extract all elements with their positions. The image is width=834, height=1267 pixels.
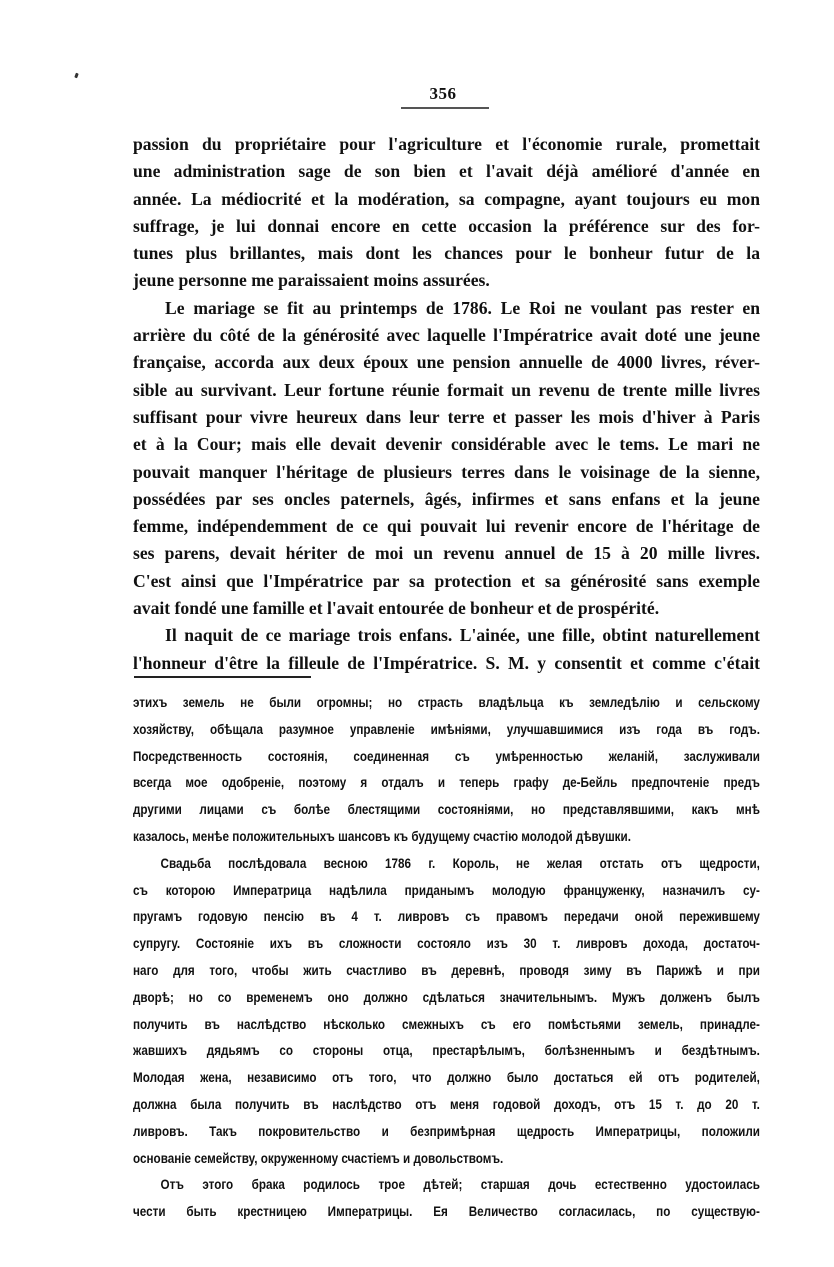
text-line: C'est ainsi que l'Impératrice par sa protection et sa générosité sans exemple <box>133 570 760 591</box>
footnote-line: основаніе семейству, окруженному счастіемъ и довольствомъ. <box>133 1150 504 1166</box>
footnote-line: Молодая жена, независимо отъ того, что должно было достаться ей отъ родителей, <box>133 1070 760 1086</box>
footnote-line: чести быть крестницею Императрицы. Ея Величество согласилась, по существую- <box>133 1204 760 1220</box>
footnote-line: жавшихъ дядьямъ со стороны отца, престарѣлымъ, болѣзненнымъ и бездѣтнымъ. <box>133 1043 760 1059</box>
text-line: passion du propriétaire pour l'agriculture et l'économie rurale, promettait <box>133 134 760 154</box>
main-text-french <box>133 131 760 677</box>
footnote-paragraph-2 <box>133 851 760 1173</box>
text-line: une administration sage de son bien et l'avait déjà amélioré d'année en <box>133 161 760 182</box>
footnote-line: Свадьба послѣдовала весною 1786 г. Король, не желая отстать отъ щедрости, <box>160 855 760 871</box>
text-line: avait fondé une famille et l'avait entourée de bonheur et de prospérité. <box>133 598 660 619</box>
footnote-line: всегда мое одобреніе, поэтому я отдалъ и теперь графу де-Бейль предпочтеніе предъ <box>133 775 760 791</box>
text-line: l'honneur d'être la filleule de l'Impératrice. S. M. y consentit et comme c'était <box>133 652 760 673</box>
text-line: suffisant pour vivre heureux dans leur terre et passer les mois d'hiver à Paris <box>133 406 760 427</box>
footnote-line: казалось, менѣе положительныхъ шансовъ къ будущему счастію молодой дѣвушки. <box>133 828 631 844</box>
footnote-line: наго для того, чтобы жить счастливо въ деревнѣ, проводя зиму въ Парижѣ и при <box>133 962 760 978</box>
footnote-line: супругу. Состояніе ихъ въ сложности состояло изъ 30 т. ливровъ дохода, достаточ- <box>133 936 760 952</box>
footnote-line: другими лицами съ болѣе блестящими состояніями, но представлявшими, какъ мнѣ <box>133 802 760 818</box>
text-line: Il naquit de ce mariage trois enfans. L'ainée, une fille, obtint naturellement <box>165 625 760 646</box>
footnote-text-russian <box>133 690 760 1226</box>
footnote-line: Отъ этого брака родилось трое дѣтей; старшая дочь естественно удостоилась <box>160 1177 760 1193</box>
text-line: tunes plus brillantes, mais dont les chances pour le bonheur futur de la <box>133 243 760 264</box>
footnote-line: дворѣ; но со временемъ оно должно сдѣлаться значительнымъ. Мужъ долженъ былъ <box>133 989 760 1005</box>
page-number: 356 <box>429 84 457 103</box>
footnote-paragraph-1 <box>133 690 760 851</box>
text-line: et à la Cour; mais elle devait devenir considérable avec le tems. Le mari ne <box>133 434 760 455</box>
footnote-separator-rule <box>134 676 311 678</box>
text-line: arrière du côté de la générosité avec laquelle l'Impératrice avait doté une jeune <box>133 325 760 346</box>
text-line: possédées par ses oncles paternels, âgés, infirmes et sans enfans et la jeune <box>133 488 760 509</box>
footnote-line: ливровъ. Такъ покровительство и безпримѣрная щедрость Императрицы, положили <box>133 1123 760 1139</box>
footnote-line: получить въ наслѣдство нѣсколько смежныхъ съ его помѣстьями земель, принадле- <box>133 1016 760 1032</box>
text-line: sible au survivant. Leur fortune réunie formait un revenu de trente mille livres <box>133 379 760 400</box>
scan-speck <box>74 73 79 79</box>
text-line: femme, indépendemment de ce qui pouvait lui revenir encore de l'héritage de <box>133 516 760 537</box>
footnote-line: съ которою Императрица надѣлила приданымъ молодую француженку, назначилъ су- <box>133 882 760 898</box>
text-line: Le mariage se fit au printemps de 1786. Le Roi ne voulant pas rester en <box>165 297 760 318</box>
footnote-line: этихъ земель не были огромны; но страсть владѣльца къ земледѣлію и сельскому <box>133 695 760 710</box>
text-line: française, accorda aux deux époux une pension annuelle de 4000 livres, réver- <box>133 352 760 373</box>
footnote-line: Посредственность состоянія, соединенная съ умѣренностью желаній, заслуживали <box>133 748 760 764</box>
main-paragraph-1 <box>133 131 760 295</box>
text-line: ses parens, devait hériter de moi un revenu annuel de 15 à 20 mille livres. <box>133 543 760 564</box>
main-paragraph-2 <box>133 295 760 623</box>
text-line: pouvait manquer l'héritage de plusieurs terres dans le voisinage de la sienne, <box>133 461 760 482</box>
text-line: suffrage, je lui donnai encore en cette occasion la préférence sur des for- <box>133 215 760 236</box>
footnote-line: пругамъ годовую пенсію въ 4 т. ливровъ съ правомъ передачи оной пережившему <box>133 909 760 925</box>
footnote-line: хозяйству, обѣщала разумное управленіе имѣніями, улучшавшимися изъ года въ годъ. <box>133 721 760 737</box>
page-number-rule <box>401 107 489 109</box>
text-line: année. La médiocrité et la modération, sa compagne, ayant toujours eu mon <box>133 188 760 209</box>
footnote-line: должна была получить въ наслѣдство отъ меня годовой доходъ, отъ 15 т. до 20 т. <box>133 1096 760 1112</box>
main-paragraph-3 <box>133 622 760 677</box>
footnote-paragraph-3 <box>133 1172 760 1226</box>
text-line: jeune personne me paraissaient moins assurées. <box>133 270 490 291</box>
